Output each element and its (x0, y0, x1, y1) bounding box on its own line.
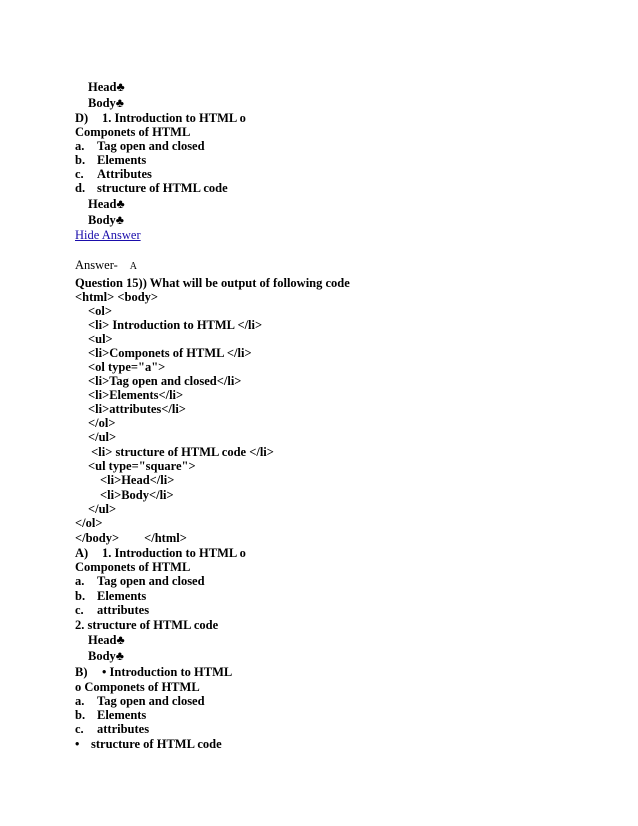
code-line: <ul> (88, 332, 113, 346)
bullet: • (75, 737, 80, 751)
hide-answer-link[interactable]: Hide Answer (75, 228, 141, 242)
code-line: <li>Body</li> (100, 488, 174, 502)
answer-value: A (129, 261, 138, 272)
option-d-text: 1. Introduction to HTML o (102, 111, 246, 125)
option-a-label: A) (75, 546, 89, 560)
componets-heading: Componets of HTML (75, 125, 191, 139)
head-item: Head♣ (88, 80, 125, 94)
option-b-text: • Introduction to HTML (102, 665, 233, 679)
list-item: b. Elements (75, 153, 147, 167)
structure-item: • structure of HTML code (75, 737, 222, 751)
code-line: <li>Head</li> (100, 473, 175, 487)
list-item: d. structure of HTML code (75, 181, 228, 195)
answer-line (75, 258, 137, 274)
code-line: </body> </html> (75, 531, 187, 545)
answer-label: Answer- (75, 258, 118, 272)
list-item: a. Tag open and closed (75, 574, 205, 588)
structure-item: 2. structure of HTML code (75, 618, 219, 632)
code-line: <html> <body> (75, 290, 159, 304)
code-line: </ol> (88, 416, 116, 430)
body-item: Body♣ (88, 96, 124, 110)
code-line: </ol> (75, 516, 103, 530)
body-item: Body♣ (88, 213, 124, 227)
code-line: <li>Componets of HTML </li> (88, 346, 252, 360)
code-line: </ul> (88, 502, 117, 516)
option-a-text: 1. Introduction to HTML o (102, 546, 246, 560)
option-d-label: D) (75, 111, 89, 125)
list-item: a. Tag open and closed (75, 139, 205, 153)
head-item: Head♣ (88, 197, 125, 211)
list-item: c. attributes (75, 603, 150, 617)
option-b (75, 665, 232, 679)
code-line: <li>Tag open and closed</li> (88, 374, 242, 388)
list-item: b. Elements (75, 589, 147, 603)
code-line: <ul type="square"> (88, 459, 196, 473)
code-line: <ol> (88, 304, 112, 318)
code-line: <li> Introduction to HTML </li> (88, 318, 263, 332)
code-line: <li>attributes</li> (88, 402, 186, 416)
code-line: <li> structure of HTML code </li> (88, 445, 274, 459)
list-item: c. attributes (75, 722, 150, 736)
list-item: b. Elements (75, 708, 147, 722)
code-line: </ul> (88, 430, 117, 444)
option-d (75, 111, 246, 125)
code-line: <li>Elements</li> (88, 388, 184, 402)
list-item: a. Tag open and closed (75, 694, 205, 708)
componets-heading: o Componets of HTML (75, 680, 200, 694)
question-title: Question 15)) What will be output of following code (75, 276, 350, 290)
option-b-label: B) (75, 665, 88, 679)
componets-heading: Componets of HTML (75, 560, 191, 574)
list-item: c. Attributes (75, 167, 152, 181)
option-a (75, 546, 246, 560)
code-line: <ol type="a"> (88, 360, 166, 374)
head-item: Head♣ (88, 633, 125, 647)
body-item: Body♣ (88, 649, 124, 663)
